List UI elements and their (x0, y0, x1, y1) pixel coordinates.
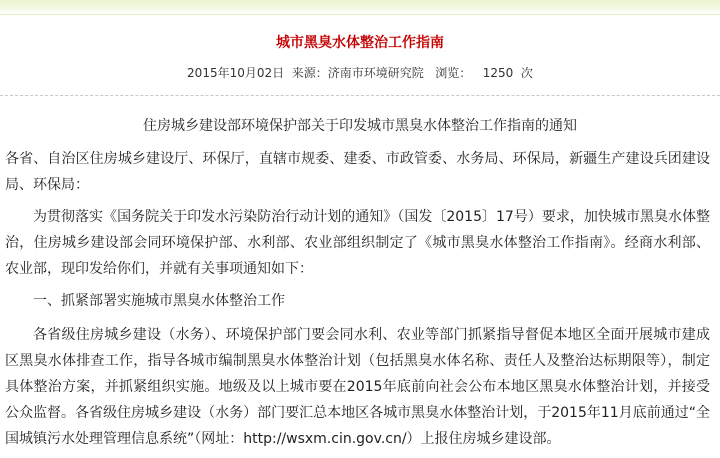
views-count: 1250 (482, 66, 514, 80)
article-body (5, 146, 710, 458)
section-body-paragraph: 各省级住房城乡建设（水务）、环境保护部门要会同水利、农业等部门抓紧指导督促本地区全面开展城市建成区黑臭水体排查工作，指导各城市编制黑臭水体整治计划（包括黑臭水体名称、责任人及整治达标期限等），制定具体整治方案，并抓紧组织实施。地级及以上城市要在2015年底前向社会公布本地区黑臭水体整治计划，并接受公众监督。各省级住房城乡建设（水务）部门要汇总本地区各城市黑臭水体整治计划，于2015年11月底前通过“全国城镇污水处理管理信息系统”（网址：http://wsxm.cin.gov.cn/）上报住房城乡建设部。 (5, 327, 710, 447)
source-name: 济南市环境研究院 (327, 66, 424, 80)
article-title: 城市黑臭水体整治工作指南 (276, 35, 444, 51)
publish-date: 2015年10月02日 (187, 66, 285, 80)
intro-paragraph: 为贯彻落实《国务院关于印发水污染防治行动计划的通知》（国发〔2015〕17号）要求，加快城市黑臭水体整治，住房城乡建设部会同环境保护部、水利部、农业部组织制定了《城市黑臭水体整治工作指南》。经商水利部、农业部，现印发给你们，并就有关事项通知如下： (5, 209, 710, 277)
notice-subtitle: 住房城乡建设部环境保护部关于印发城市黑臭水体整治工作指南的通知 (143, 118, 577, 134)
source-label: 来源： (291, 66, 328, 80)
top-banner-strip (0, 0, 720, 15)
views-unit: 次 (520, 66, 533, 80)
salutation-paragraph: 各省、自治区住房城乡建设厅、环保厅，直辖市规委、建委、市政管委、水务局、环保局，新疆生产建设兵团建设局、环保局： (5, 151, 710, 193)
header-divider (0, 95, 720, 96)
article-meta (0, 64, 720, 82)
section-heading: 一、抓紧部署实施城市黑臭水体整治工作 (33, 293, 285, 309)
views-label: 浏览： (435, 66, 472, 80)
